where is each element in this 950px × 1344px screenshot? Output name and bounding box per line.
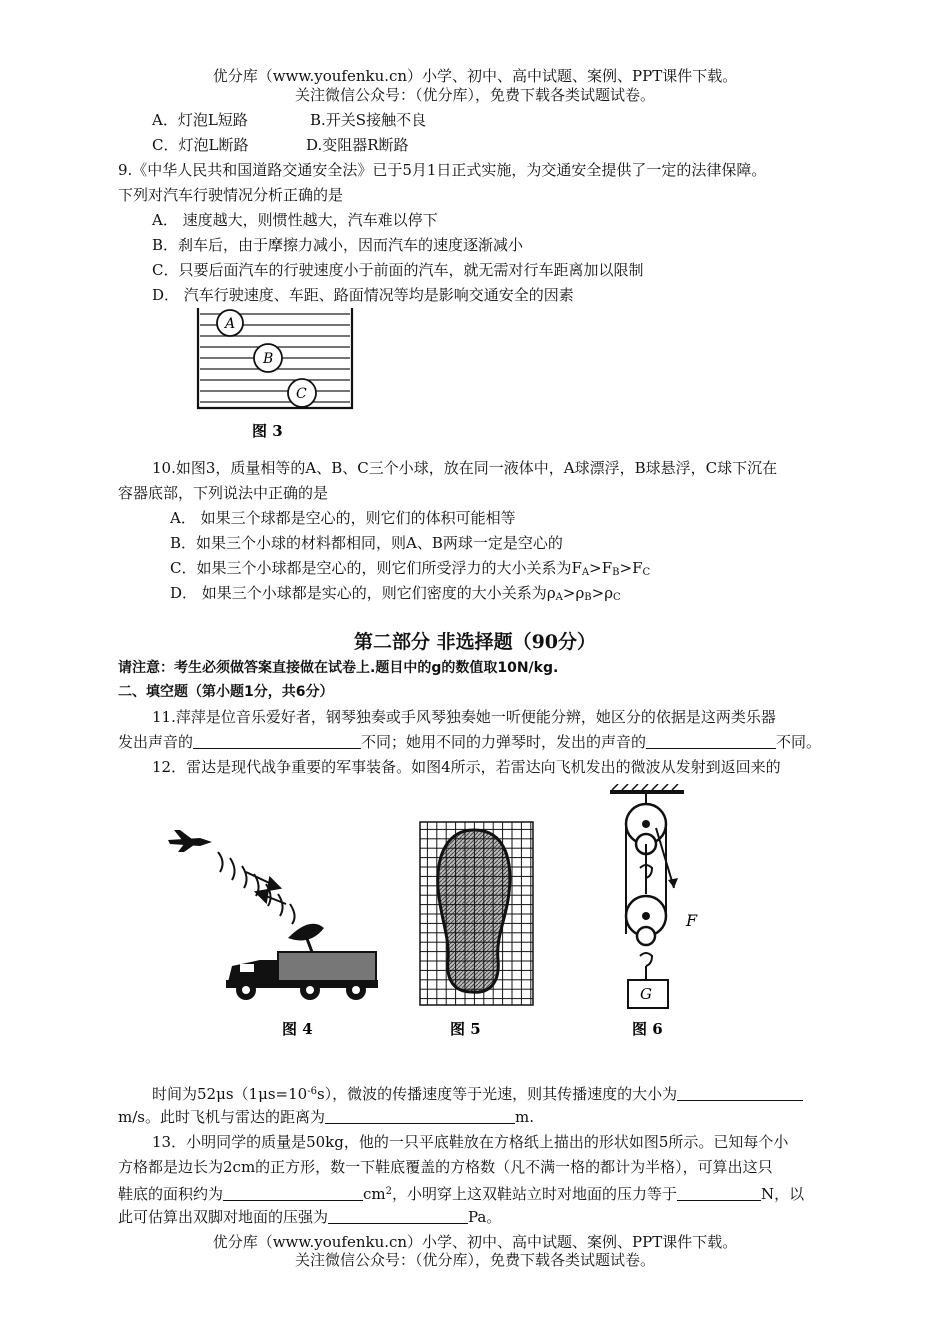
q8-option-a: A．灯泡L短路 — [152, 111, 248, 129]
figure-5-shoe-grid — [418, 820, 538, 1050]
footer-line-1: 优分库（www.youfenku.cn）小学、初中、高中试题、案例、PPT课件下载。 — [212, 1233, 738, 1251]
header-line-1: 优分库（www.youfenku.cn）小学、初中、高中试题、案例、PPT课件下载。 — [212, 67, 738, 85]
section-fill-in-heading: 二、填空题（第小题1分，共6分） — [118, 684, 334, 700]
q11-line-1: 11.萍萍是位音乐爱好者，钢琴独奏或手风琴独奏她一听便能分辨，她区分的依据是这两类乐器 — [152, 708, 776, 726]
q9-stem-line-1: 9.《中华人民共和国道路交通安全法》已于5月1日正式实施，为交通安全提供了一定的法律保障。 — [118, 161, 767, 179]
ball-c-label: C — [296, 386, 307, 402]
ball-a-label: A — [225, 316, 236, 332]
figure-6-pulley-diagram — [600, 784, 710, 1050]
q9-option-c: C．只要后面汽车的行驶速度小于前面的汽车，就无需对行车距离加以限制 — [152, 261, 644, 279]
q9-stem-line-2: 下列对汽车行驶情况分析正确的是 — [118, 186, 344, 204]
q10-stem-line-2: 容器底部，下列说法中正确的是 — [118, 484, 329, 502]
q12-blank-speed[interactable] — [677, 1085, 803, 1101]
q9-option-d: D． 汽车行驶速度、车距、路面情况等均是影响交通安全的因素 — [152, 286, 574, 304]
q13-blank-force[interactable] — [677, 1185, 761, 1201]
microwave-arcs — [218, 852, 295, 924]
q8-option-c: C．灯泡L断路 — [152, 136, 249, 154]
weight-label: G — [640, 985, 652, 1003]
q10-option-b: B．如果三个小球的材料都相同，则A、B两球一定是空心的 — [170, 534, 563, 552]
part-2-title: 第二部分 非选择题（90分） — [353, 631, 597, 653]
truck-icon — [226, 952, 378, 1000]
q13-line-2: 方格都是边长为2cm的正方形，数一下鞋底覆盖的方格数（凡不满一格的都计为半格），可算出这只 — [118, 1158, 773, 1176]
q12-line-3: m/s。此时飞机与雷达的距离为 m. — [118, 1108, 534, 1126]
q9-option-a: A． 速度越大，则惯性越大，汽车难以停下 — [152, 211, 438, 229]
part-2-notice: 请注意：考生必须做答案直接做在试卷上.题目中的g的数值取10N/kg. — [118, 660, 559, 676]
q12-blank-distance[interactable] — [325, 1108, 515, 1124]
q13-line-1: 13．小明同学的质量是50kg，他的一只平底鞋放在方格纸上描出的形状如图5所示。已知每个小 — [152, 1133, 789, 1151]
q12-line-2: 时间为$52\mu s(1\mu s=10^{-6}s)$，微波的传播速度等于光速，则其传播速度的大小为 — [152, 1082, 803, 1104]
force-label: F — [686, 911, 698, 930]
radar-dish-icon — [288, 924, 324, 952]
figure-3-container-diagram — [190, 304, 360, 444]
q10-option-c: C．如果三个小球都是空心的，则它们所受浮力的大小关系为$F_A>F_B>F_C$ — [170, 559, 651, 578]
q13-blank-area[interactable] — [223, 1185, 363, 1201]
q8-option-b: B.开关S接触不良 — [310, 111, 427, 129]
q10-option-a: A． 如果三个球都是空心的，则它们的体积可能相等 — [170, 509, 516, 527]
q10-option-d: D． 如果三个小球都是实心的，则它们密度的大小关系为$\rho_A>\rho_B>\rho_C$ — [170, 584, 621, 603]
grid-paper — [420, 822, 533, 1005]
header-line-2: 关注微信公众号：（优分库），免费下载各类试题试卷。 — [294, 86, 655, 104]
force-arrow-icon — [668, 878, 678, 888]
q12-line-1: 12．雷达是现代战争重要的军事装备。如图4所示，若雷达向飞机发出的微波从发射到返回来的 — [152, 758, 781, 776]
q11-blank-1[interactable] — [193, 733, 361, 749]
figure-5-label: 图 5 — [450, 1020, 481, 1038]
q11-line-2: 发出声音的 不同；她用不同的力弹琴时，发出的声音的 不同。 — [118, 733, 822, 751]
jet-icon — [168, 830, 212, 852]
figure-6-label: 图 6 — [632, 1020, 663, 1038]
q10-stem-line-1: 10.如图3，质量相等的A、B、C三个小球，放在同一液体中，A球漂浮，B球悬浮，C球下沉在 — [152, 459, 778, 477]
figure-3-label: 图 3 — [252, 422, 283, 440]
figure-4-label: 图 4 — [282, 1020, 313, 1038]
ball-b-label: B — [263, 351, 274, 367]
q13-blank-pressure[interactable] — [328, 1208, 468, 1224]
q11-blank-2[interactable] — [646, 733, 776, 749]
q8-option-d: D.变阻器R断路 — [306, 136, 409, 154]
ceiling-support — [610, 784, 684, 804]
q9-option-b: B．刹车后，由于摩擦力减小，因而汽车的速度逐渐减小 — [152, 236, 524, 254]
q13-line-3: 鞋底的面积约为 $cm^2$，小明穿上这双鞋站立时对地面的压力等于 N，以 — [118, 1185, 805, 1203]
figure-4-radar-diagram — [160, 820, 390, 1050]
q13-line-4: 此可估算出双脚对地面的压强为 Pa。 — [118, 1208, 502, 1226]
movable-pulley-small — [637, 927, 655, 945]
footer-line-2: 关注微信公众号：（优分库），免费下载各类试题试卷。 — [294, 1251, 655, 1269]
